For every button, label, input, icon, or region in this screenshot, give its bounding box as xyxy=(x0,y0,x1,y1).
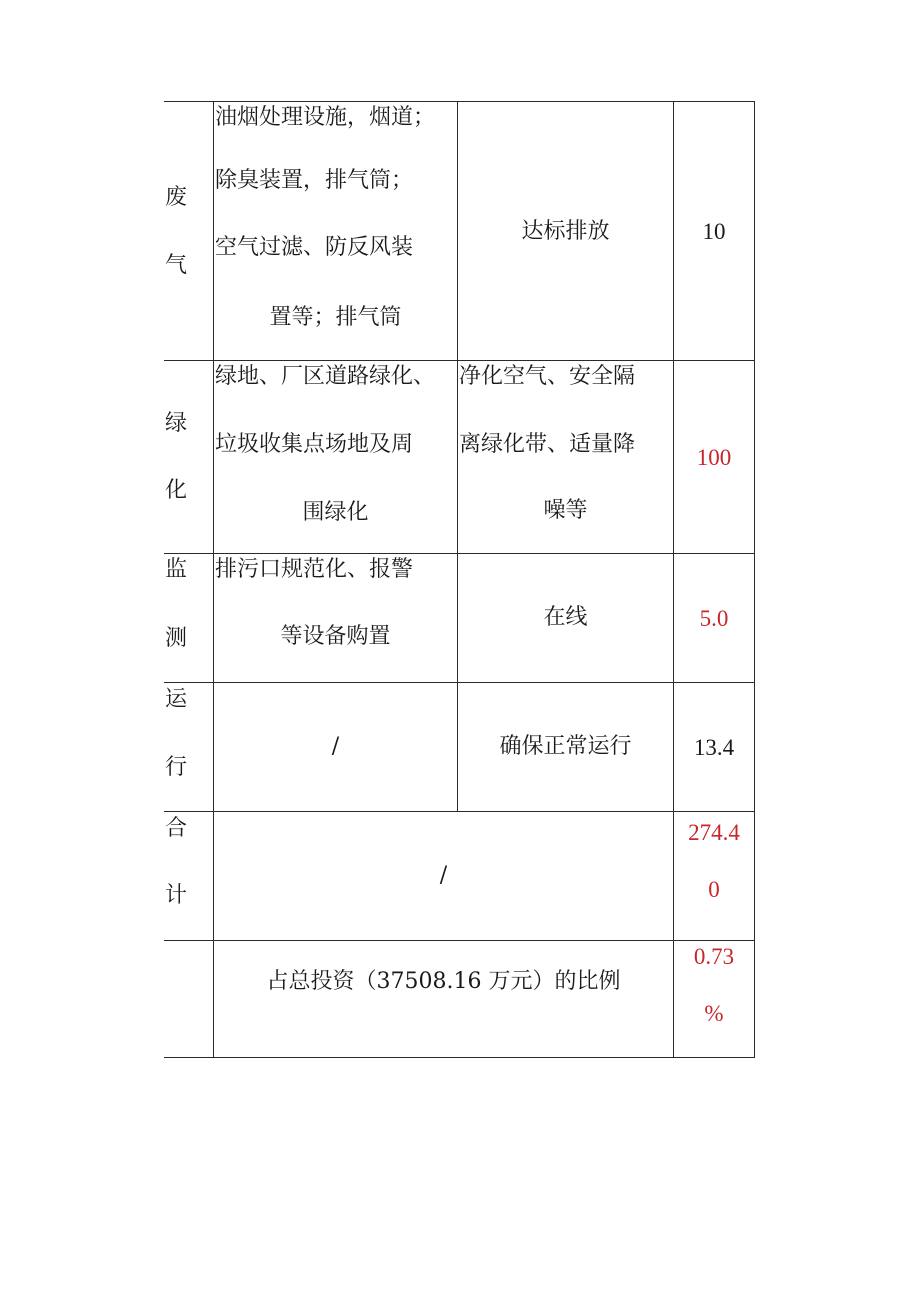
column-border xyxy=(754,101,755,1058)
effect-line: 确保正常运行 xyxy=(499,734,632,759)
amount-value: 13.4 xyxy=(693,735,735,760)
category-char: 气 xyxy=(165,253,188,278)
category-char: 测 xyxy=(165,626,188,651)
row-border xyxy=(164,1057,755,1058)
measures-line: 置等；排气筒 xyxy=(269,305,402,330)
amount-value: 100 xyxy=(696,445,732,470)
column-border xyxy=(213,101,214,1058)
measures-line: 绿地、厂区道路绿化、 xyxy=(215,364,436,389)
effect-line: 达标排放 xyxy=(521,219,610,244)
measures-line: 等设备购置 xyxy=(280,624,391,649)
merged-text: 占总投资（37508.16 万元）的比例 xyxy=(266,969,621,994)
category-char: 行 xyxy=(165,755,188,780)
category-char: 合 xyxy=(165,816,188,841)
row-border xyxy=(164,360,755,361)
measures-line: 垃圾收集点场地及周 xyxy=(215,432,414,457)
measures-line: 除臭装置，排气筒； xyxy=(215,168,414,193)
effect-line: 噪等 xyxy=(543,498,588,523)
category-char: 废 xyxy=(165,185,188,210)
category-char: 化 xyxy=(165,478,188,503)
category-char: 运 xyxy=(165,687,188,712)
amount-value: 274.4 xyxy=(688,820,740,845)
amount-value: 0 xyxy=(708,877,720,902)
column-border xyxy=(457,101,458,812)
merged-text: / xyxy=(439,863,448,888)
amount-value: 10 xyxy=(702,219,726,244)
measures-line: 空气过滤、防反风装 xyxy=(215,235,414,260)
row-border xyxy=(164,811,755,812)
effect-line: 净化空气、安全隔 xyxy=(459,364,636,389)
row-border xyxy=(164,101,755,102)
category-char: 计 xyxy=(165,883,188,908)
row-border xyxy=(164,553,755,554)
amount-value: 0.73 xyxy=(693,944,735,969)
measures-line: 油烟处理设施，烟道； xyxy=(215,105,436,130)
row-border xyxy=(164,940,755,941)
effect-line: 在线 xyxy=(543,605,588,630)
measures-line: 排污口规范化、报警 xyxy=(215,557,414,582)
amount-value: % xyxy=(704,1001,724,1026)
column-border xyxy=(673,101,674,1058)
effect-line: 离绿化带、适量降 xyxy=(459,432,636,457)
category-char: 监 xyxy=(165,557,188,582)
measures-line: / xyxy=(331,734,340,759)
row-border xyxy=(164,682,755,683)
measures-line: 围绿化 xyxy=(302,500,369,525)
category-char: 绿 xyxy=(165,411,188,436)
amount-value: 5.0 xyxy=(699,606,729,631)
